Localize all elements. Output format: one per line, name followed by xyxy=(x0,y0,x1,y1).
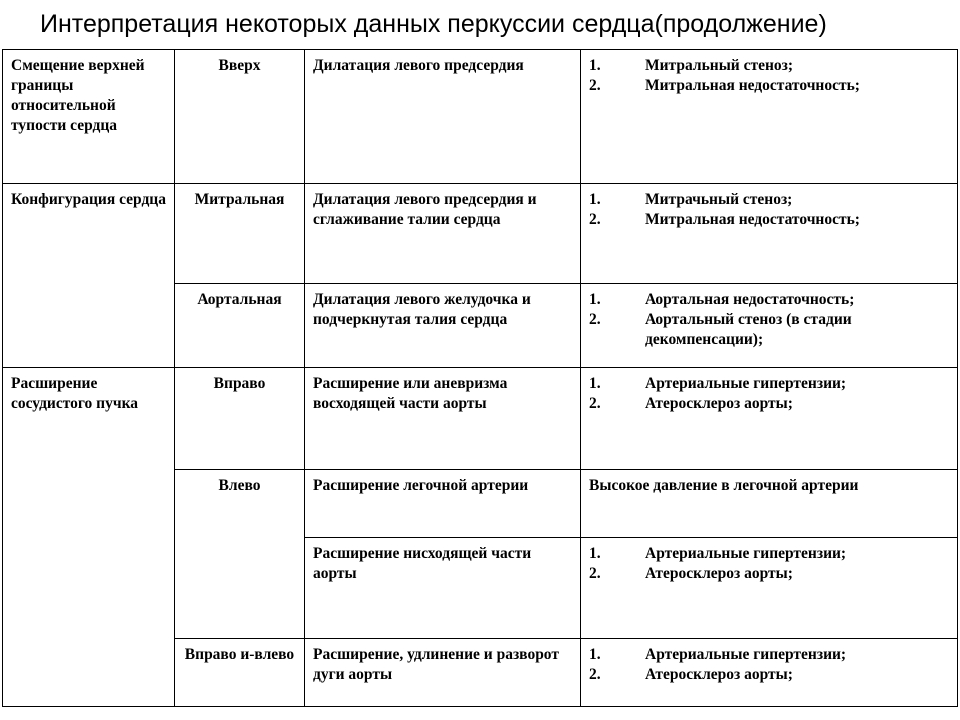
conditions-cell: Высокое давление в легочной артерии xyxy=(581,470,958,538)
list-text: Митрачьный стеноз; xyxy=(645,191,793,208)
list-number: 1. xyxy=(589,646,601,663)
param-cell: Конфигурация сердца xyxy=(3,184,175,368)
list-text: Митральная недостаточность; xyxy=(645,211,860,228)
list-item xyxy=(589,665,949,685)
cause-cell: Расширение, удлинение и разворот дуги аорты xyxy=(305,639,581,707)
list-number: 2. xyxy=(589,395,601,412)
list-text: Аортальный стеноз (в стадии декомпенсации); xyxy=(645,311,852,348)
list-item xyxy=(589,564,949,584)
direction-cell: Вправо и-влево xyxy=(175,639,305,707)
conditions-cell xyxy=(581,639,958,707)
direction-cell: Вправо xyxy=(175,368,305,470)
conditions-cell xyxy=(581,50,958,184)
list-number: 1. xyxy=(589,191,601,208)
list-item xyxy=(589,394,949,414)
list-item xyxy=(589,210,949,230)
percussion-table xyxy=(2,49,958,707)
list-number: 1. xyxy=(589,375,601,392)
list-text: Атеросклероз аорты; xyxy=(645,395,793,412)
list-number: 2. xyxy=(589,565,601,582)
cause-cell: Дилатация левого предсердия xyxy=(305,50,581,184)
list-text: Аортальная недостаточность; xyxy=(645,291,855,308)
list-item xyxy=(589,645,949,665)
slide-title: Интерпретация некоторых данных перкуссии сердца(продолжение) xyxy=(40,10,827,38)
direction-cell: Аортальная xyxy=(175,284,305,368)
list-item xyxy=(589,190,949,210)
param-cell: Расширение сосудистого пучка xyxy=(3,368,175,707)
list-number: 2. xyxy=(589,311,601,328)
param-cell: Смещение верхней границы относительной тупости сердца xyxy=(3,50,175,184)
table-row xyxy=(3,368,958,470)
list-number: 2. xyxy=(589,211,601,228)
conditions-cell xyxy=(581,538,958,639)
list-number: 2. xyxy=(589,77,601,94)
list-item xyxy=(589,76,949,96)
conditions-cell xyxy=(581,184,958,284)
list-number: 1. xyxy=(589,545,601,562)
list-item xyxy=(589,544,949,564)
cause-cell: Расширение легочной артерии xyxy=(305,470,581,538)
direction-cell: Влево xyxy=(175,470,305,639)
conditions-cell xyxy=(581,284,958,368)
direction-cell: Вверх xyxy=(175,50,305,184)
list-text: Митральный стеноз; xyxy=(645,57,794,74)
list-text: Артериальные гипертензии; xyxy=(645,375,847,392)
table-row xyxy=(3,184,958,284)
cause-cell: Дилатация левого желудочка и подчеркнутая талия сердца xyxy=(305,284,581,368)
list-item xyxy=(589,56,949,76)
list-number: 1. xyxy=(589,291,601,308)
list-number: 1. xyxy=(589,57,601,74)
list-text: Артериальные гипертензии; xyxy=(645,646,847,663)
cause-cell: Дилатация левого предсердия и сглаживание талии сердца xyxy=(305,184,581,284)
list-number: 2. xyxy=(589,666,601,683)
list-item xyxy=(589,290,949,310)
cause-cell: Расширение нисходящей части аорты xyxy=(305,538,581,639)
list-item xyxy=(589,310,949,350)
conditions-cell xyxy=(581,368,958,470)
list-item xyxy=(589,374,949,394)
list-text: Митральная недостаточность; xyxy=(645,77,860,94)
table-row xyxy=(3,50,958,184)
list-text: Атеросклероз аорты; xyxy=(645,565,793,582)
cause-cell: Расширение или аневризма восходящей части аорты xyxy=(305,368,581,470)
direction-cell: Митральная xyxy=(175,184,305,284)
list-text: Атеросклероз аорты; xyxy=(645,666,793,683)
list-text: Артериальные гипертензии; xyxy=(645,545,847,562)
